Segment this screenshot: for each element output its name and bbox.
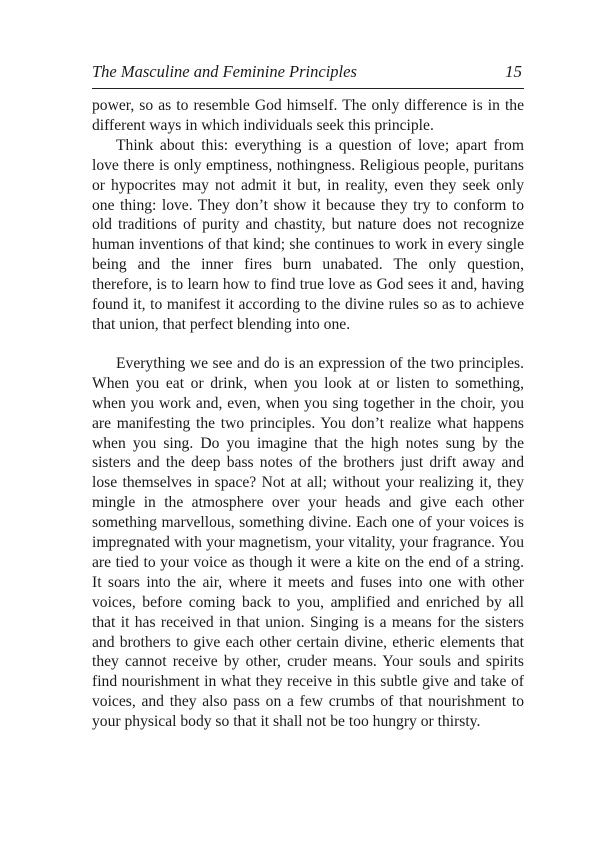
section-break (92, 335, 524, 354)
chapter-title: The Masculine and Feminine Principles (92, 62, 357, 81)
paragraph: Everything we see and do is an expression of the two principles. When you eat or drink, when you look at or listen to something, when you work and, even, when you sing together in the choir, you are manifesting the two principles. You don’t realize what happens when you sing. Do you imagine that the high notes sung by the sisters and the deep bass notes of the brothers just drift away and lose themselves in space? Not at all; without your realizing it, they mingle in the atmosphere over your heads and give each other something marvellous, something divine. Each one of your voices is impregnated with your magnetism, your vitality, your fragrance. You are tied to your voice as though it were a kite on the end of a string. It soars into the air, where it meets and fuses into one with other voices, before coming back to you, amplified and enriched by all that it has received in that union. Singing is a means for the sisters and brothers to give each other certain divine, etheric elements that they cannot receive by other, cruder means. Your souls and spirits find nourishment in what they receive in this subtle give and take of voices, and they also pass on a few crumbs of that nourishment to your physical body so that it shall not be too hungry or thirsty. (92, 354, 524, 731)
body-text (92, 96, 524, 732)
paragraph: Think about this: everything is a question of love; apart from love there is only emptiness, nothingness. Religious people, puritans or hypocrites may not admit it but, in reality, even they seek only one thing: love. They don’t show it because they try to conform to old traditions of purity and chastity, but nature does not recognize human inventions of that kind; she continues to work in every single being and the inner fires burn unabated. The only question, therefore, is to learn how to find true love as God sees it and, having found it, to manifest it according to the divine rules so as to achieve that union, that perfect blending into one. (92, 136, 524, 333)
page-number: 15 (505, 62, 522, 81)
paragraph-continued: power, so as to resemble God himself. The only difference is in the different ways in which individuals seek this principle. (92, 97, 524, 134)
running-header (92, 62, 524, 89)
